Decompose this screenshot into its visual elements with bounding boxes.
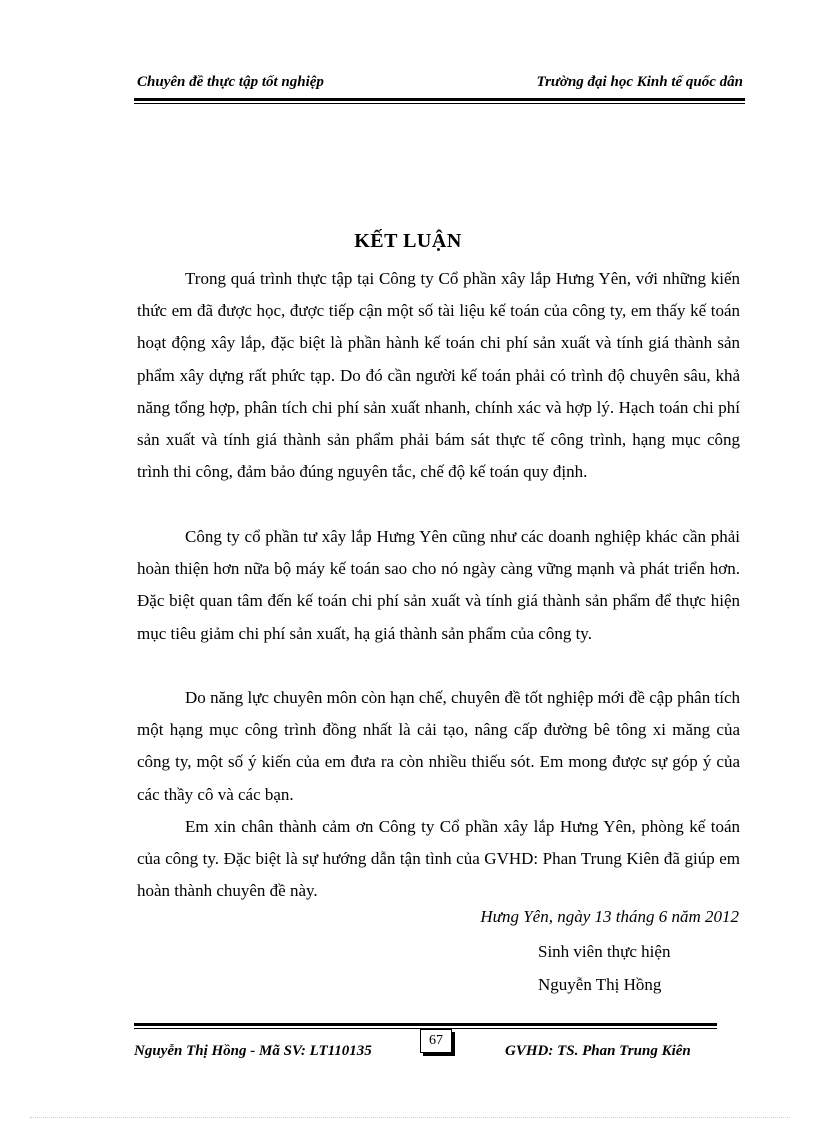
paragraph-4: Em xin chân thành cảm ơn Công ty Cổ phần xây lắp Hưng Yên, phòng kế toán của công ty. Đặc biệt là sự hướng dẫn tận tình của GVHD: Phan Trung Kiên đã giúp em hoàn thành chuyên đề này. — [137, 817, 740, 901]
footer-student-info: Nguyễn Thị Hồng - Mã SV: LT110135 — [134, 1043, 372, 1059]
paragraph-1: Trong quá trình thực tập tại Công ty Cổ phần xây lắp Hưng Yên, với những kiến thức em đã được học, được tiếp cận một số tài liệu kế toán của công ty, em thấy kế toán hoạt động xây lắp, đặc biệt là phần hành kế toán chi phí sản xuất và tính giá thành sản phẩm xây dựng rất phức tạp. Do đó cần người kế toán phải có trình độ chuyên sâu, khả năng tổng hợp, phân tích chi phí sản xuất nhanh, chính xác và hợp lý. Hạch toán chi phí sản xuất và tính giá thành sản phẩm phải bám sát thực tế công trình, hạng mục công trình thi công, đảm bảo đúng nguyên tắc, chế độ kế toán quy định. — [137, 269, 740, 482]
header-rule-thick — [134, 98, 745, 101]
page-title: KẾT LUẬN — [354, 230, 462, 252]
signature-role: Sinh viên thực hiện — [538, 942, 671, 961]
page-number: 67 — [420, 1029, 452, 1053]
paragraph-3: Do năng lực chuyên môn còn hạn chế, chuyên đề tốt nghiệp mới đề cập phân tích một hạng mục công trình đồng nhất là cải tạo, nâng cấp đường bê tông xi măng của công ty, một số ý kiến của em đưa ra còn nhiều thiếu sót. Em mong được sự góp ý của các thầy cô và các bạn. — [137, 688, 740, 804]
signature-name: Nguyễn Thị Hồng — [538, 975, 662, 994]
header-document-title: Chuyên đề thực tập tốt nghiệp — [137, 74, 324, 90]
header-university-name: Trường đại học Kinh tế quốc dân — [536, 74, 743, 90]
footer-supervisor: GVHD: TS. Phan Trung Kiên — [505, 1043, 691, 1059]
signature-date: Hưng Yên, ngày 13 tháng 6 năm 2012 — [480, 907, 739, 926]
paragraph-2: Công ty cổ phần tư xây lắp Hưng Yên cũng như các doanh nghiệp khác cần phải hoàn thiện hơn nữa bộ máy kế toán sao cho nó ngày càng vững mạnh và phát triển hơn. Đặc biệt quan tâm đến kế toán chi phí sản xuất và tính giá thành sản phẩm để thực hiện mục tiêu giảm chi phí sản xuất, hạ giá thành sản phẩm của công ty. — [137, 527, 740, 643]
footer-rule-thick — [134, 1023, 717, 1026]
header-rule-thin — [134, 103, 745, 104]
page-bottom-border — [30, 1117, 790, 1118]
